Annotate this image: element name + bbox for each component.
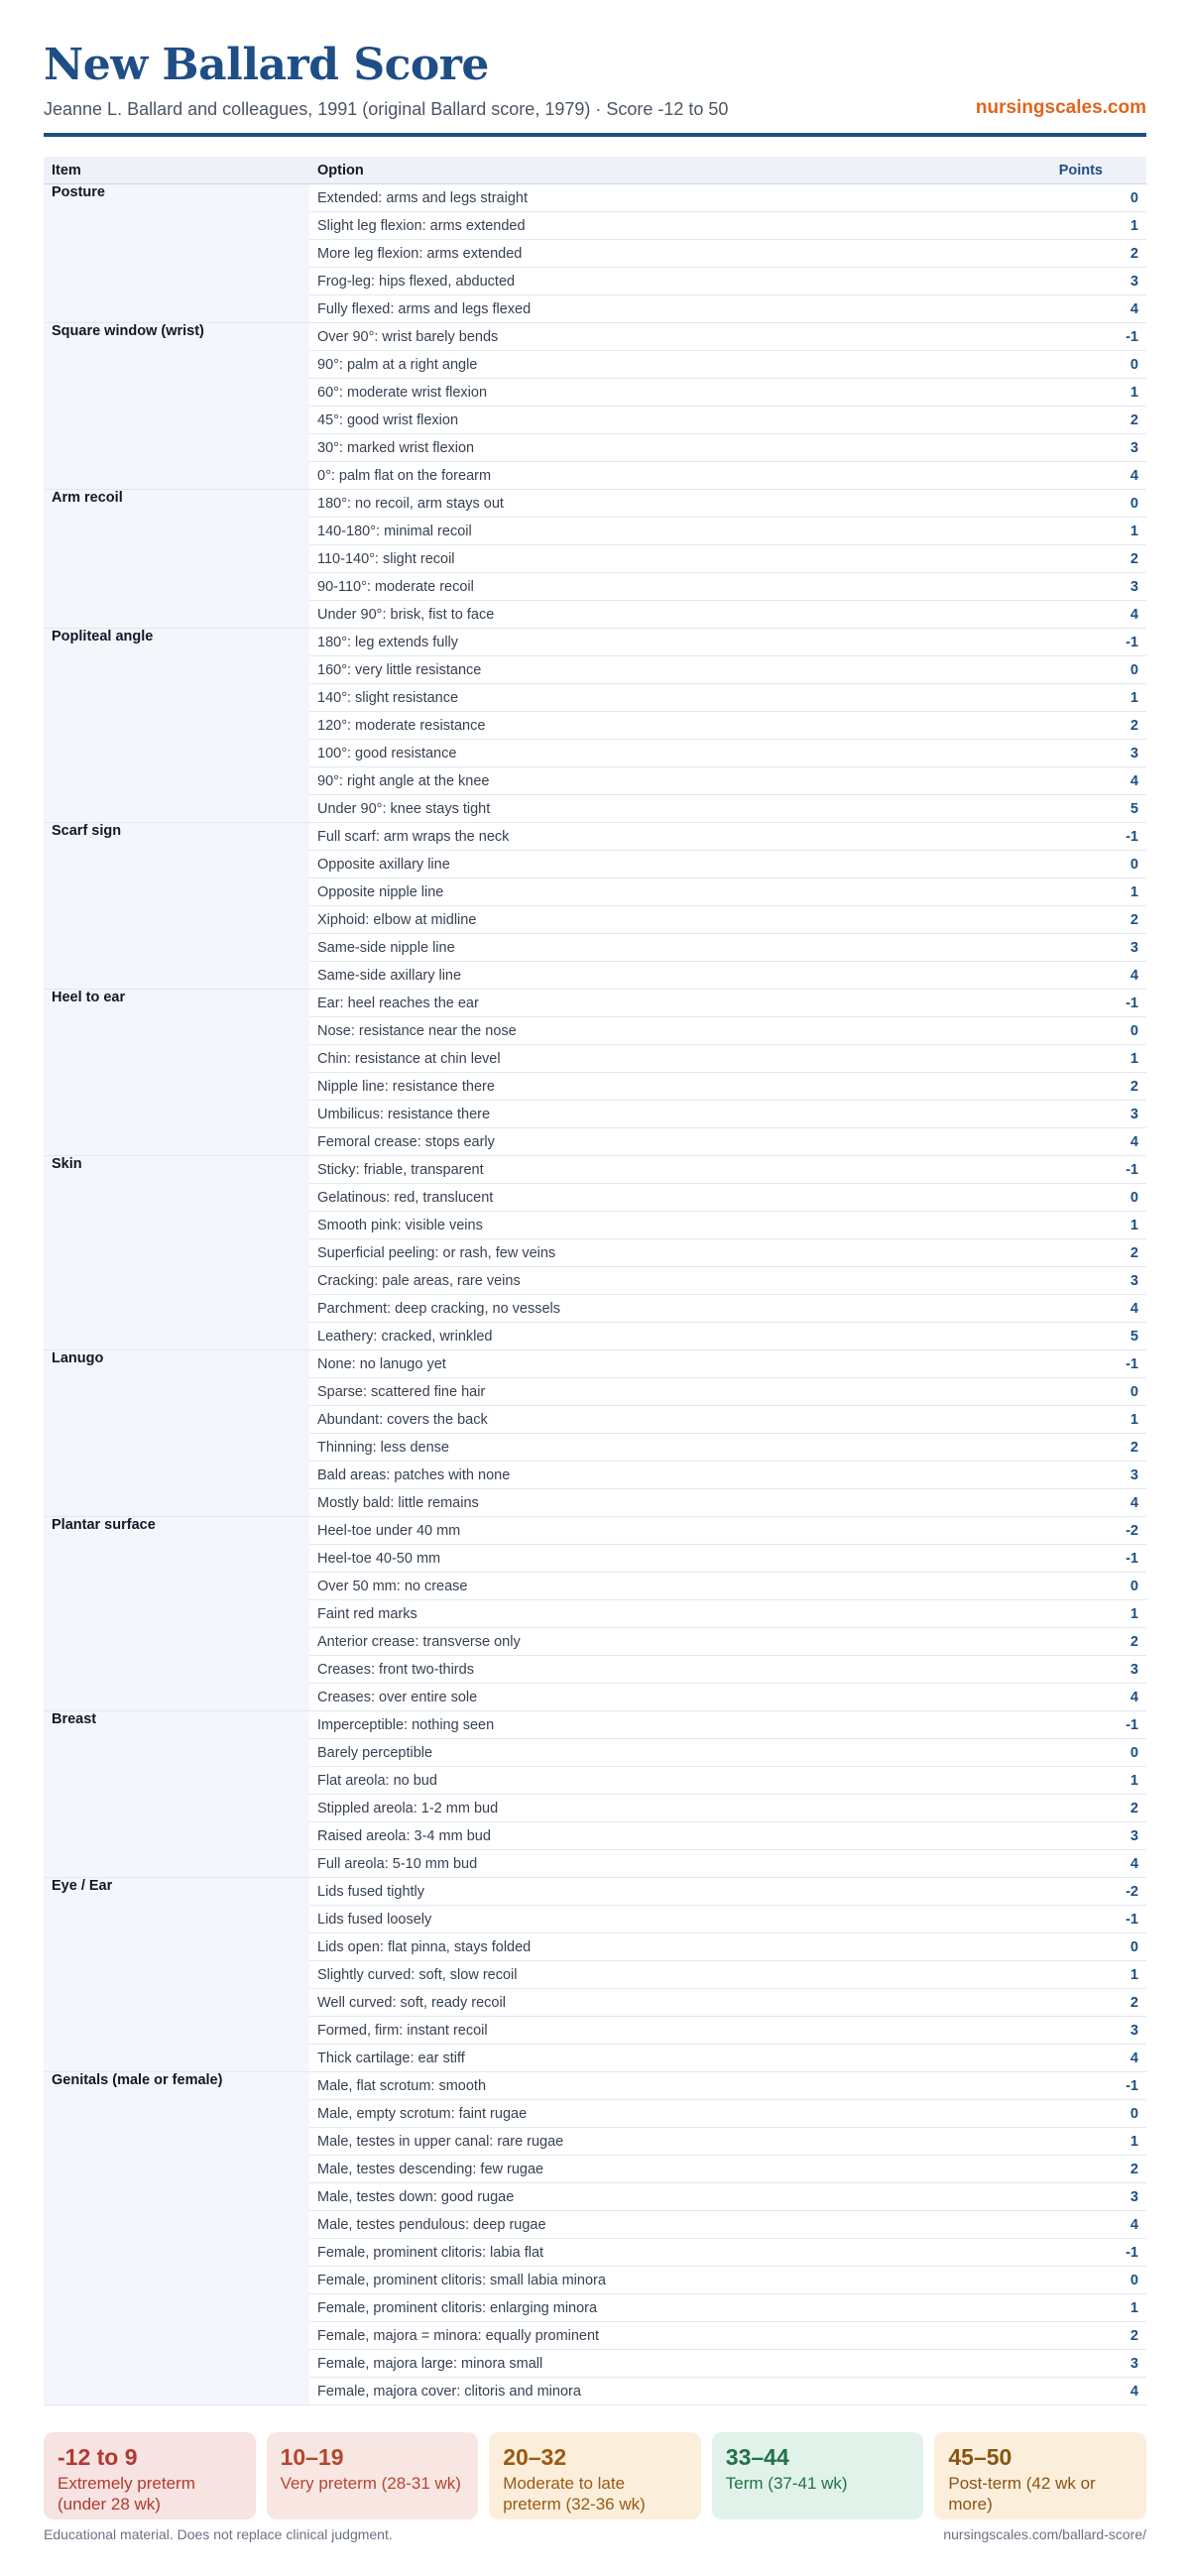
option-points: 3	[996, 1822, 1146, 1850]
option-text: Female, prominent clitoris: labia flat	[309, 2239, 996, 2267]
option-text: Heel-toe 40-50 mm	[309, 1545, 996, 1573]
option-points: 1	[996, 379, 1146, 407]
option-text: Female, majora cover: clitoris and minora	[309, 2378, 996, 2405]
option-points: -1	[996, 1156, 1146, 1184]
option-text: Full areola: 5-10 mm bud	[309, 1850, 996, 1878]
item-name: Lanugo	[44, 1350, 309, 1517]
option-points: -1	[996, 1906, 1146, 1933]
option-points: 4	[996, 1684, 1146, 1711]
item-name: Eye / Ear	[44, 1878, 309, 2072]
option-text: Male, testes down: good rugae	[309, 2183, 996, 2211]
option-text: Male, empty scrotum: faint rugae	[309, 2100, 996, 2128]
option-points: 1	[996, 1045, 1146, 1073]
item-name: Square window (wrist)	[44, 323, 309, 490]
option-points: 2	[996, 712, 1146, 740]
option-text: More leg flexion: arms extended	[309, 240, 996, 268]
option-text: 0°: palm flat on the forearm	[309, 462, 996, 490]
gestational-age-label: Moderate to late preterm (32-36 wk)	[503, 2474, 646, 2514]
option-text: 90°: right angle at the knee	[309, 767, 996, 795]
option-text: Frog-leg: hips flexed, abducted	[309, 268, 996, 295]
option-points: -1	[996, 2239, 1146, 2267]
item-name: Scarf sign	[44, 823, 309, 990]
option-text: 30°: marked wrist flexion	[309, 434, 996, 462]
option-points: 1	[996, 1961, 1146, 1989]
option-points: 3	[996, 573, 1146, 601]
option-points: 1	[996, 1406, 1146, 1434]
gestational-age-label: Extremely preterm (under 28 wk)	[58, 2474, 195, 2514]
item-name: Heel to ear	[44, 990, 309, 1156]
item-name: Breast	[44, 1711, 309, 1878]
option-text: 60°: moderate wrist flexion	[309, 379, 996, 407]
option-points: 4	[996, 2045, 1146, 2072]
header-divider	[44, 133, 1146, 137]
option-text: Abundant: covers the back	[309, 1406, 996, 1434]
column-header-points: Points	[996, 157, 1146, 184]
option-text: 100°: good resistance	[309, 740, 996, 767]
score-range: 20–32	[503, 2444, 567, 2470]
option-text: 120°: moderate resistance	[309, 712, 996, 740]
option-text: Well curved: soft, ready recoil	[309, 1989, 996, 2017]
score-range: 10–19	[280, 2444, 344, 2470]
option-text: Creases: front two-thirds	[309, 1656, 996, 1684]
option-points: 4	[996, 295, 1146, 323]
table-row	[44, 1350, 1146, 1378]
option-points: 0	[996, 1933, 1146, 1961]
option-points: 0	[996, 1017, 1146, 1045]
option-text: Male, flat scrotum: smooth	[309, 2072, 996, 2100]
option-text: Chin: resistance at chin level	[309, 1045, 996, 1073]
option-text: Raised areola: 3-4 mm bud	[309, 1822, 996, 1850]
option-points: 1	[996, 1212, 1146, 1239]
option-points: 4	[996, 962, 1146, 990]
column-header-option: Option	[309, 157, 996, 184]
option-text: Male, testes pendulous: deep rugae	[309, 2211, 996, 2239]
table-row	[44, 323, 1146, 351]
option-points: 1	[996, 684, 1146, 712]
score-table	[44, 157, 1146, 2405]
option-points: -1	[996, 1711, 1146, 1739]
table-row	[44, 823, 1146, 851]
option-points: 2	[996, 2322, 1146, 2350]
option-text: 140-180°: minimal recoil	[309, 518, 996, 545]
footer-url[interactable]: nursingscales.com/ballard-score/	[943, 2526, 1146, 2542]
option-points: 2	[996, 1239, 1146, 1267]
option-points: 2	[996, 1989, 1146, 2017]
table-row	[44, 1878, 1146, 1906]
option-points: 4	[996, 462, 1146, 490]
table-header-row	[44, 157, 1146, 184]
option-points: 3	[996, 1462, 1146, 1489]
option-points: 2	[996, 240, 1146, 268]
option-text: Cracking: pale areas, rare veins	[309, 1267, 996, 1295]
option-points: 2	[996, 906, 1146, 934]
option-points: 0	[996, 656, 1146, 684]
option-points: 0	[996, 184, 1146, 212]
option-text: Thinning: less dense	[309, 1434, 996, 1462]
option-points: 5	[996, 795, 1146, 823]
option-text: Lids fused tightly	[309, 1878, 996, 1906]
option-text: Xiphoid: elbow at midline	[309, 906, 996, 934]
option-text: Full scarf: arm wraps the neck	[309, 823, 996, 851]
option-text: Parchment: deep cracking, no vessels	[309, 1295, 996, 1323]
option-text: Opposite axillary line	[309, 851, 996, 878]
option-points: 4	[996, 1489, 1146, 1517]
option-points: 3	[996, 434, 1146, 462]
option-text: Nipple line: resistance there	[309, 1073, 996, 1101]
option-points: -1	[996, 2072, 1146, 2100]
option-points: 5	[996, 1323, 1146, 1350]
option-points: 3	[996, 268, 1146, 295]
option-points: 0	[996, 1378, 1146, 1406]
option-points: 0	[996, 1573, 1146, 1600]
item-name: Skin	[44, 1156, 309, 1350]
table-row	[44, 2072, 1146, 2100]
table-row	[44, 1711, 1146, 1739]
option-points: 2	[996, 1628, 1146, 1656]
option-text: Superficial peeling: or rash, few veins	[309, 1239, 996, 1267]
option-text: Mostly bald: little remains	[309, 1489, 996, 1517]
option-text: 110-140°: slight recoil	[309, 545, 996, 573]
item-name: Genitals (male or female)	[44, 2072, 309, 2405]
option-text: Barely perceptible	[309, 1739, 996, 1767]
option-text: Thick cartilage: ear stiff	[309, 2045, 996, 2072]
table-row	[44, 990, 1146, 1017]
option-points: 4	[996, 601, 1146, 629]
score-range: 33–44	[725, 2444, 789, 2470]
option-text: Lids open: flat pinna, stays folded	[309, 1933, 996, 1961]
interpretation-card	[267, 2432, 479, 2519]
option-text: Under 90°: brisk, fist to face	[309, 601, 996, 629]
item-name: Posture	[44, 184, 309, 323]
table-row	[44, 184, 1146, 212]
option-text: Female, prominent clitoris: enlarging minora	[309, 2294, 996, 2322]
option-points: 3	[996, 1267, 1146, 1295]
option-text: Heel-toe under 40 mm	[309, 1517, 996, 1545]
option-text: Under 90°: knee stays tight	[309, 795, 996, 823]
interpretation-card	[934, 2432, 1146, 2519]
option-text: Same-side axillary line	[309, 962, 996, 990]
option-text: Sparse: scattered fine hair	[309, 1378, 996, 1406]
option-text: Female, prominent clitoris: small labia minora	[309, 2267, 996, 2294]
page-subtitle: Jeanne L. Ballard and colleagues, 1991 (original Ballard score, 1979) · Score -12 to 50	[44, 99, 729, 119]
option-text: Leathery: cracked, wrinkled	[309, 1323, 996, 1350]
option-points: -1	[996, 823, 1146, 851]
option-text: Umbilicus: resistance there	[309, 1101, 996, 1128]
option-points: 1	[996, 2128, 1146, 2156]
option-text: Smooth pink: visible veins	[309, 1212, 996, 1239]
option-points: -1	[996, 323, 1146, 351]
option-text: Slight leg flexion: arms extended	[309, 212, 996, 240]
option-text: Nose: resistance near the nose	[309, 1017, 996, 1045]
item-name: Plantar surface	[44, 1517, 309, 1711]
option-points: 4	[996, 2211, 1146, 2239]
option-points: -1	[996, 1545, 1146, 1573]
option-points: 0	[996, 1739, 1146, 1767]
option-text: Creases: over entire sole	[309, 1684, 996, 1711]
option-points: 1	[996, 518, 1146, 545]
option-points: -1	[996, 1350, 1146, 1378]
option-points: 2	[996, 407, 1146, 434]
option-points: -2	[996, 1878, 1146, 1906]
option-points: 3	[996, 2017, 1146, 2045]
option-text: 90°: palm at a right angle	[309, 351, 996, 379]
option-points: -2	[996, 1517, 1146, 1545]
option-points: 0	[996, 2100, 1146, 2128]
gestational-age-label: Term (37-41 wk)	[725, 2474, 848, 2493]
option-points: 0	[996, 1184, 1146, 1212]
option-points: 3	[996, 740, 1146, 767]
option-points: 2	[996, 1073, 1146, 1101]
option-text: Gelatinous: red, translucent	[309, 1184, 996, 1212]
option-points: 2	[996, 545, 1146, 573]
option-text: 180°: leg extends fully	[309, 629, 996, 656]
table-row	[44, 1156, 1146, 1184]
option-points: 0	[996, 2267, 1146, 2294]
option-points: 1	[996, 1600, 1146, 1628]
option-points: 1	[996, 2294, 1146, 2322]
option-text: Lids fused loosely	[309, 1906, 996, 1933]
item-name: Arm recoil	[44, 490, 309, 629]
option-text: Over 50 mm: no crease	[309, 1573, 996, 1600]
option-points: 3	[996, 1101, 1146, 1128]
option-points: 2	[996, 1434, 1146, 1462]
interpretation-card	[44, 2432, 256, 2519]
column-header-item: Item	[44, 157, 309, 184]
option-text: 160°: very little resistance	[309, 656, 996, 684]
option-text: Fully flexed: arms and legs flexed	[309, 295, 996, 323]
table-row	[44, 490, 1146, 518]
option-text: 180°: no recoil, arm stays out	[309, 490, 996, 518]
footer-disclaimer: Educational material. Does not replace clinical judgment.	[44, 2526, 393, 2542]
option-text: Female, majora = minora: equally prominent	[309, 2322, 996, 2350]
interpretation-card	[712, 2432, 924, 2519]
option-text: Anterior crease: transverse only	[309, 1628, 996, 1656]
option-points: 0	[996, 490, 1146, 518]
option-points: 2	[996, 2156, 1146, 2183]
brand-link[interactable]: nursingscales.com	[975, 97, 1146, 118]
option-text: Flat areola: no bud	[309, 1767, 996, 1795]
option-text: Over 90°: wrist barely bends	[309, 323, 996, 351]
page-title: New Ballard Score	[44, 40, 489, 90]
score-range: -12 to 9	[58, 2444, 138, 2470]
option-text: 90-110°: moderate recoil	[309, 573, 996, 601]
option-text: Extended: arms and legs straight	[309, 184, 996, 212]
option-text: Opposite nipple line	[309, 878, 996, 906]
option-text: Stippled areola: 1-2 mm bud	[309, 1795, 996, 1822]
score-range: 45–50	[948, 2444, 1012, 2470]
option-points: 3	[996, 2350, 1146, 2378]
option-points: 4	[996, 2378, 1146, 2405]
table-body	[44, 184, 1146, 2405]
option-points: 1	[996, 1767, 1146, 1795]
table-row	[44, 629, 1146, 656]
option-points: 0	[996, 351, 1146, 379]
option-points: 2	[996, 1795, 1146, 1822]
option-points: 4	[996, 1295, 1146, 1323]
option-points: 1	[996, 212, 1146, 240]
option-text: None: no lanugo yet	[309, 1350, 996, 1378]
table-row	[44, 1517, 1146, 1545]
option-text: 45°: good wrist flexion	[309, 407, 996, 434]
option-points: 4	[996, 1850, 1146, 1878]
item-name: Popliteal angle	[44, 629, 309, 823]
option-text: Male, testes in upper canal: rare rugae	[309, 2128, 996, 2156]
interpretation-card	[489, 2432, 701, 2519]
option-text: Slightly curved: soft, slow recoil	[309, 1961, 996, 1989]
option-points: 3	[996, 934, 1146, 962]
option-text: Ear: heel reaches the ear	[309, 990, 996, 1017]
option-points: -1	[996, 990, 1146, 1017]
option-points: -1	[996, 629, 1146, 656]
option-points: 4	[996, 767, 1146, 795]
option-text: Formed, firm: instant recoil	[309, 2017, 996, 2045]
option-points: 1	[996, 878, 1146, 906]
interpretation-bands	[44, 2432, 1146, 2519]
option-points: 0	[996, 851, 1146, 878]
option-text: Male, testes descending: few rugae	[309, 2156, 996, 2183]
gestational-age-label: Post-term (42 wk or more)	[948, 2474, 1096, 2514]
option-text: Imperceptible: nothing seen	[309, 1711, 996, 1739]
option-text: Female, majora large: minora small	[309, 2350, 996, 2378]
option-text: Same-side nipple line	[309, 934, 996, 962]
option-text: Faint red marks	[309, 1600, 996, 1628]
option-points: 3	[996, 2183, 1146, 2211]
option-points: 3	[996, 1656, 1146, 1684]
option-text: Sticky: friable, transparent	[309, 1156, 996, 1184]
option-text: Bald areas: patches with none	[309, 1462, 996, 1489]
option-text: 140°: slight resistance	[309, 684, 996, 712]
option-points: 4	[996, 1128, 1146, 1156]
option-text: Femoral crease: stops early	[309, 1128, 996, 1156]
gestational-age-label: Very preterm (28-31 wk)	[280, 2474, 461, 2493]
